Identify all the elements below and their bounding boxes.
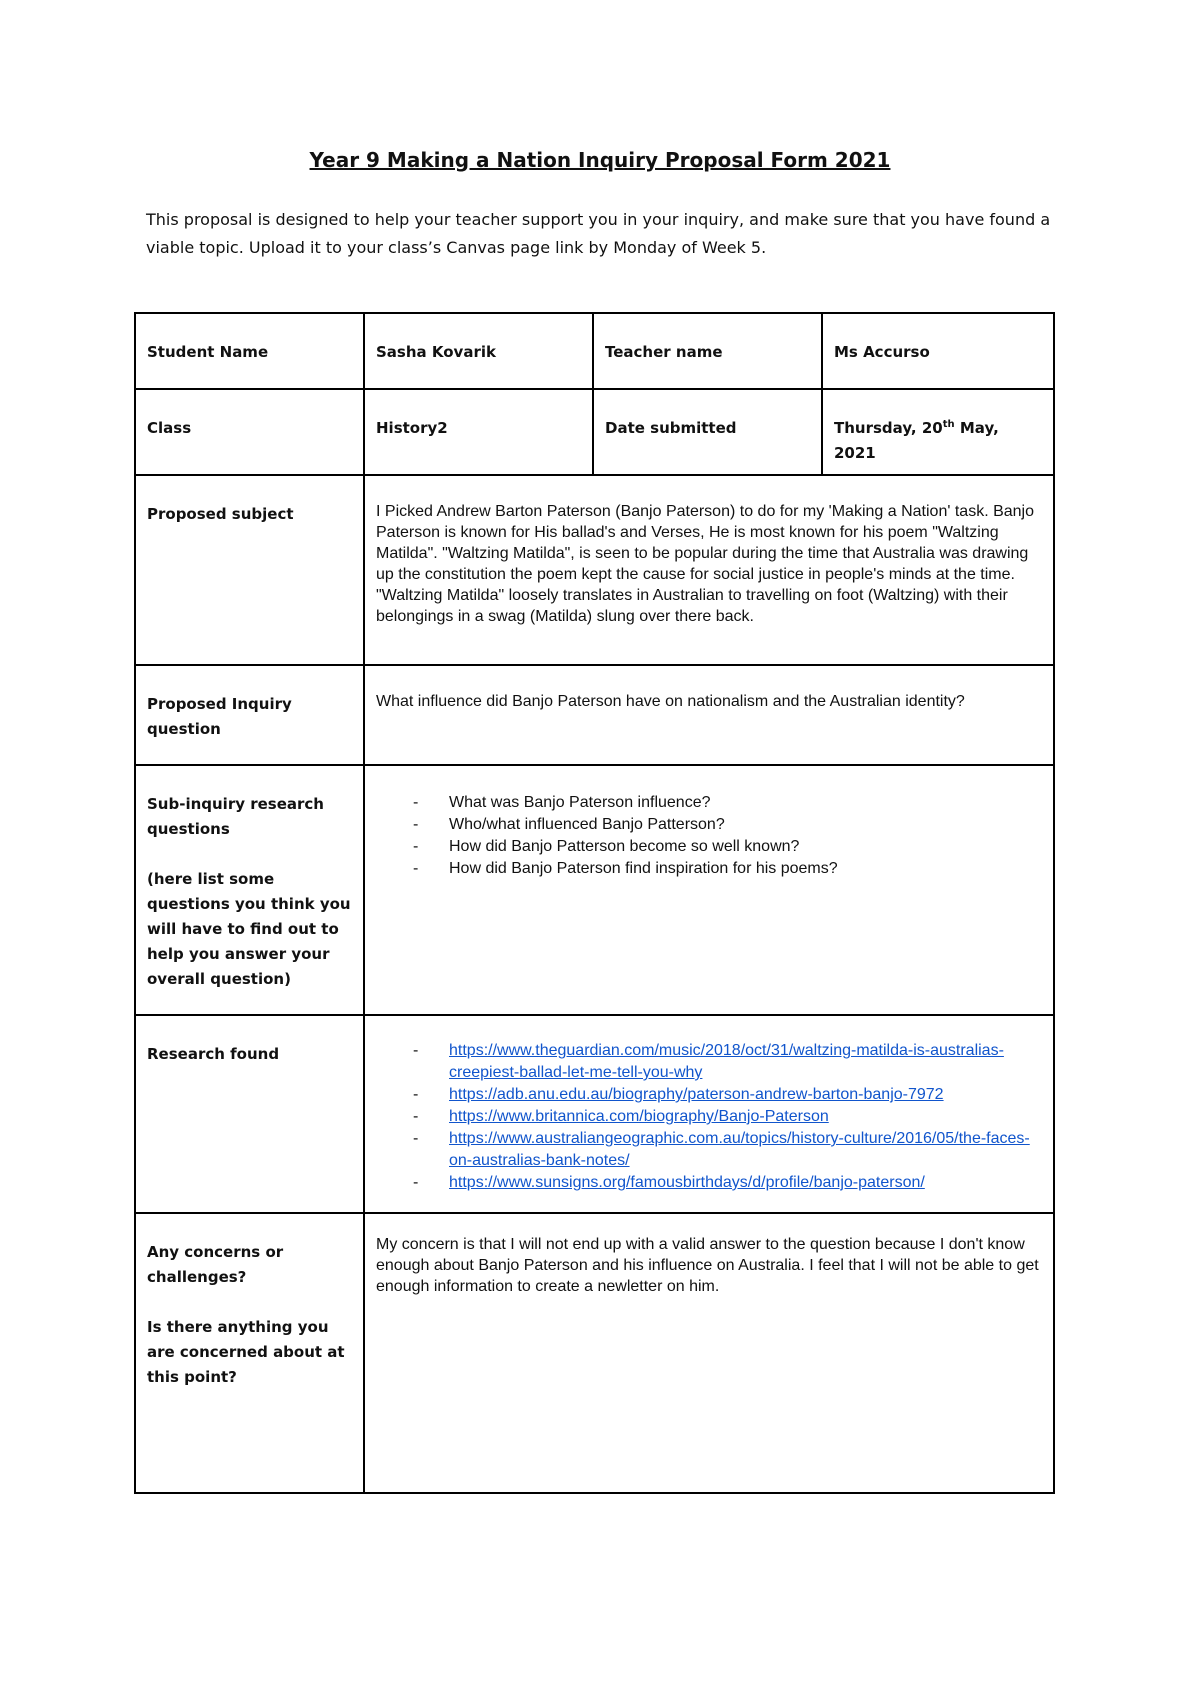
research-link[interactable]: https://www.sunsigns.org/famousbirthdays/d/profile/banjo-paterson/ <box>449 1174 925 1191</box>
form-row-subject <box>135 475 1054 665</box>
class-label: Class <box>135 389 364 475</box>
teacher-name-label: Teacher name <box>593 313 822 389</box>
concerns-label-cell <box>135 1213 364 1493</box>
research-link[interactable]: https://www.australiangeographic.com.au/topics/history-culture/2016/05/the-faces-on-australias-bank-notes/ <box>449 1130 1030 1169</box>
research-found-label: Research found <box>135 1015 364 1213</box>
research-link[interactable]: https://www.theguardian.com/music/2018/oct/31/waltzing-matilda-is-australias-creepiest-ballad-let-me-tell-you-why <box>449 1042 1004 1081</box>
inquiry-question-label: Proposed Inquiry question <box>135 665 364 765</box>
concerns-label: Any concerns or challenges? <box>147 1243 284 1286</box>
concerns-text: My concern is that I will not end up with a valid answer to the question because I don't know enough about Banjo Paterson and his influence on Australia. I feel that I will not be able to get enough information to create a newletter on him. <box>364 1213 1054 1493</box>
sub-questions-list <box>376 792 1043 880</box>
teacher-name-value: Ms Accurso <box>822 313 1054 389</box>
sub-inquiry-label-cell <box>135 765 364 1015</box>
class-value: History2 <box>364 389 593 475</box>
date-day: Thursday, 20 <box>834 419 943 437</box>
inquiry-question-text: What influence did Banjo Paterson have on nationalism and the Australian identity? <box>364 665 1054 765</box>
form-row-research <box>135 1015 1054 1213</box>
student-name-value: Sasha Kovarik <box>364 313 593 389</box>
form-row-student <box>135 313 1054 389</box>
proposal-form-table <box>134 312 1055 1494</box>
intro-paragraph: This proposal is designed to help your teacher support you in your inquiry, and make sure that you have found a viable topic. Upload it to your class’s Canvas page link by Monday of Week 5. <box>146 210 1051 257</box>
proposed-subject-label: Proposed subject <box>135 475 364 665</box>
list-item <box>413 1172 1043 1194</box>
form-row-inquiry <box>135 665 1054 765</box>
concerns-note: Is there anything you are concerned about at this point? <box>147 1318 345 1386</box>
student-name-label: Student Name <box>135 313 364 389</box>
research-links-list <box>376 1040 1043 1194</box>
list-item <box>413 1084 1043 1106</box>
date-submitted-label: Date submitted <box>593 389 822 475</box>
list-item <box>413 1128 1043 1172</box>
list-item: - What was Banjo Paterson influence? <box>413 792 1043 814</box>
list-item <box>413 1106 1043 1128</box>
sub-inquiry-label: Sub-inquiry research questions <box>147 795 324 838</box>
page-title: Year 9 Making a Nation Inquiry Proposal Form 2021 <box>309 148 891 172</box>
research-link[interactable]: https://adb.anu.edu.au/biography/paterson-andrew-barton-banjo-7972 <box>449 1086 944 1103</box>
proposed-subject-text: I Picked Andrew Barton Paterson (Banjo Paterson) to do for my 'Making a Nation' task. Banjo Paterson is known for His ballad's and Verses, He is most known for his poem "Waltzing Matilda". "Waltzing Matilda", is seen to be popular during the time that Australia was drawing up the constitution the poem kept the cause for social justice in people's minds at the time. "Waltzing Matilda" loosely translates in Australian to travelling on foot (Waltzing) with their belongings in a swag (Matilda) slung over there back. <box>364 475 1054 665</box>
list-item: - Who/what influenced Banjo Patterson? <box>413 814 1043 836</box>
form-row-concerns <box>135 1213 1054 1493</box>
date-submitted-value <box>822 389 1054 475</box>
research-link[interactable]: https://www.britannica.com/biography/Banjo-Paterson <box>449 1108 829 1125</box>
sub-inquiry-note: (here list some questions you think you will have to find out to help you answer your overall question) <box>147 870 351 988</box>
list-item <box>413 1040 1043 1084</box>
research-links-cell <box>364 1015 1054 1213</box>
list-item: - How did Banjo Paterson find inspiration for his poems? <box>413 858 1043 880</box>
form-row-sub-inquiry <box>135 765 1054 1015</box>
date-suffix: th <box>942 419 955 430</box>
date-rest: May, 2021 <box>834 419 999 462</box>
list-item: - How did Banjo Patterson become so well known? <box>413 836 1043 858</box>
form-row-class <box>135 389 1054 475</box>
sub-questions-cell <box>364 765 1054 1015</box>
